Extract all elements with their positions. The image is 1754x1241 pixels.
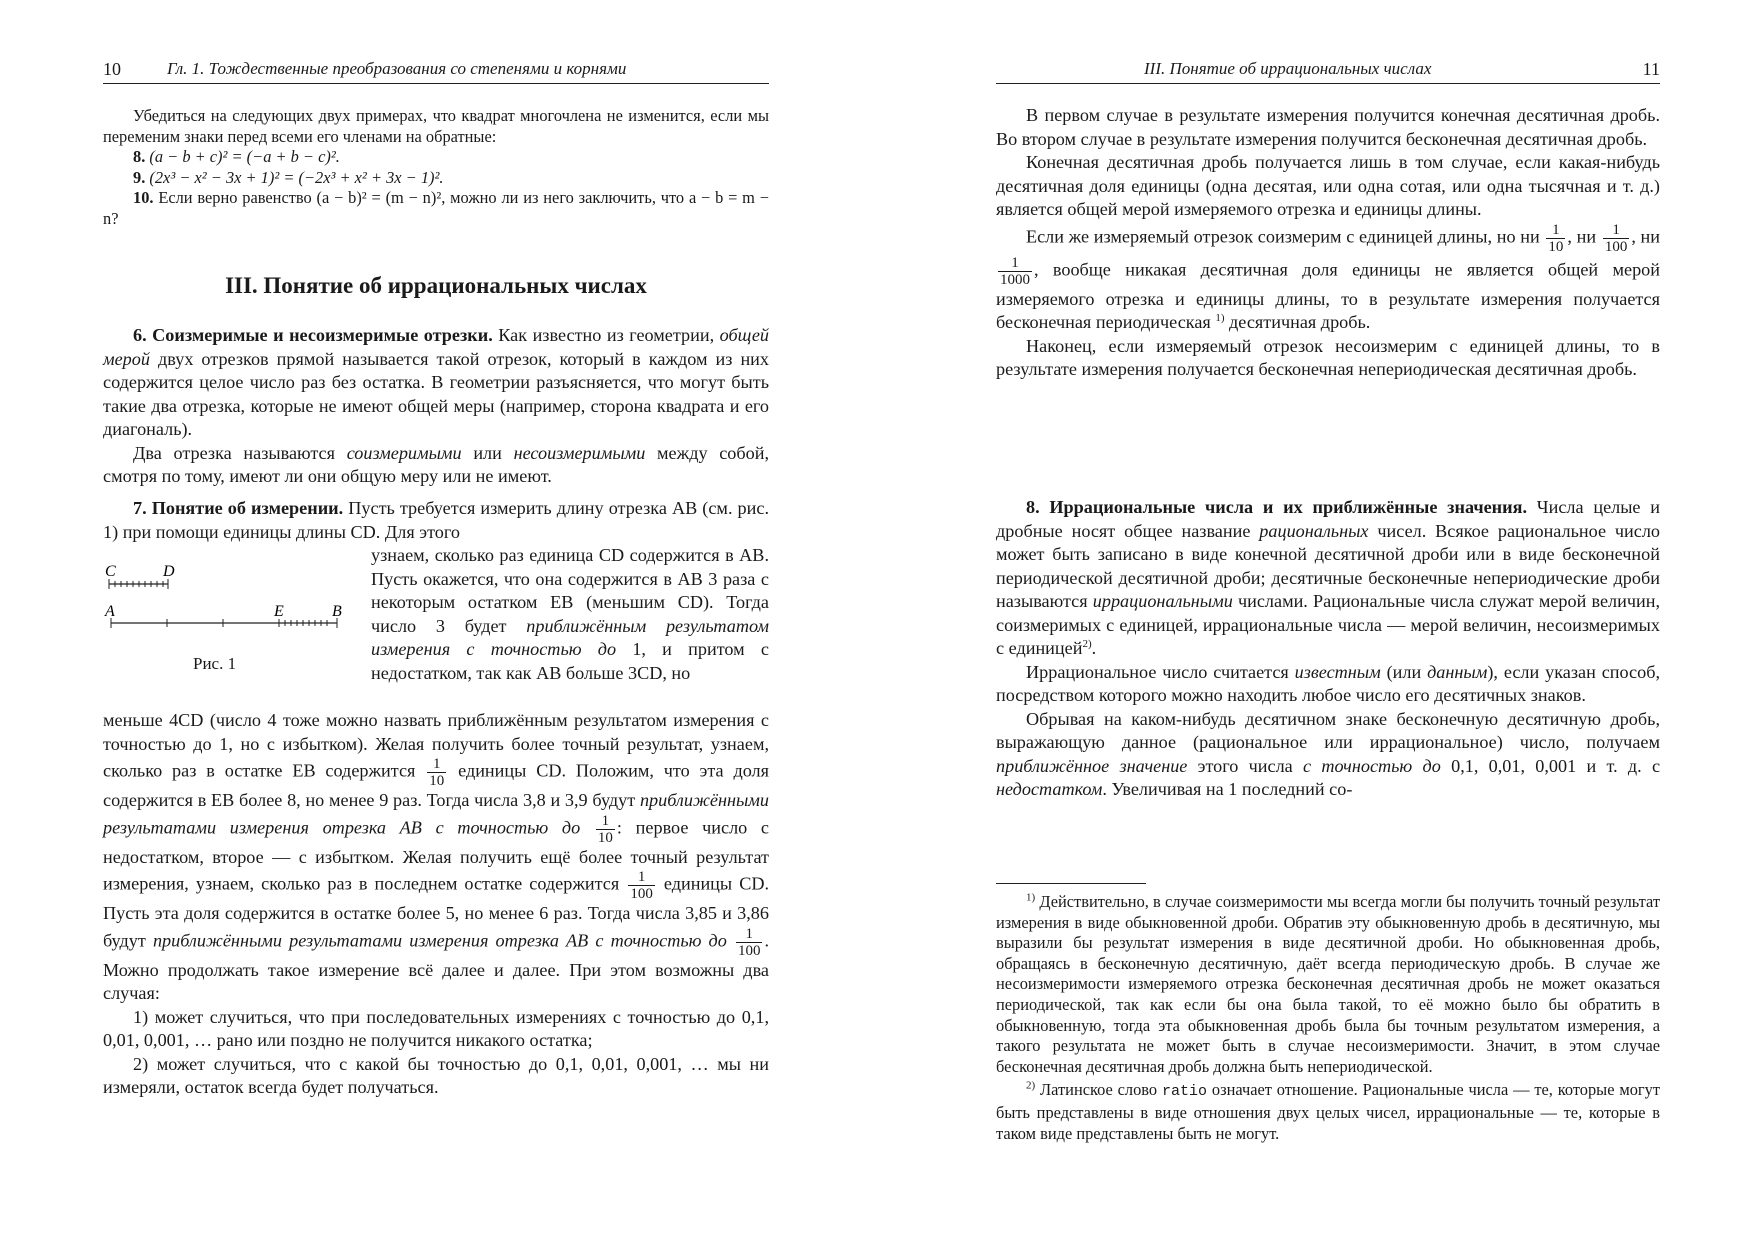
segment-diagram — [103, 560, 353, 640]
section-8-para-3: Обрывая на каком-нибудь десятичном знаке бесконечную десятичную дробь, выражающую данное (рациональное или иррациональное) число, получаем приближённое значение этого числа с точностью до 0,1, 0,01, 0,001 и т. д. с недостатком. Увеличивая на 1 последний со- — [996, 708, 1661, 799]
fraction-one-hundredth-2: $\frac{1}{100}$ — [737, 925, 761, 959]
section-7-lead — [103, 497, 769, 544]
exercises-block — [103, 106, 769, 230]
section-6-para-2: Два отрезка называются соизмеримыми или несоизмеримыми между собой, смотря по тому, имеют ли они общую меру или не имеют. — [103, 442, 770, 486]
section-6-para-1: 6. Соизмеримые и несоизмеримые отрезки. Как известно из геометрии, общей мерой двух отрезков прямой называется такой отрезок, который в каждом из них содержится целое число раз без остатка. В геометрии разъясняется, что могут быть такие два отрезка, которые не имеют общей меры (например, сторона квадрата и его диагональ). — [103, 325, 770, 439]
footnote-ref-2: 2) — [1082, 637, 1092, 650]
exercise-10: 10. Если верно равенство (a − b)² = (m − n)², можно ли из него заключить, что a − b = m − n? — [103, 188, 769, 228]
right-intro-block — [996, 104, 1660, 382]
footnote-rule — [996, 883, 1146, 884]
fraction-one-tenth-2: $\frac{1}{10}$ — [597, 812, 613, 846]
section-7-wrap-text: узнаем, сколько раз единица CD содержится в AB. Пусть окажется, что она содержится в AB 3 раза с некоторым остатком EB (меньшим CD). Тогда число 3 будет приближённым результатом измерения с точностью до 1, и притом с недостатком, так как AB больше 3CD, но — [371, 545, 769, 683]
section-8-para-2: Иррациональное число считается известным (или данным), если указан способ, посредством которого можно находить любое число его десятичных знаков. — [996, 661, 1661, 705]
section-title: III. Понятие об иррациональных числах — [225, 273, 647, 298]
section-8-para-1: 8. Иррациональные числа и их приближённые значения. Числа целые и дробные носят общее название рациональных чисел. Всякое рациональное число может быть записано в виде конечной десятичной дроби или в виде бесконечной периодической десятичной дроби; десятичные бесконечные непериодические дроби называются иррациональными числами. Рациональные числа служат мерой величин, соизмеримых с единицей, иррациональные числа — мерой величин, несоизмеримых с единицей$^{2)}$. — [996, 497, 1661, 658]
exercises-intro: Убедиться на следующих двух примерах, что квадрат многочлена не изменится, если мы переменим знаки перед всеми его членами на обратные: — [103, 106, 769, 146]
section-7-para-1: 7. Понятие об измерении. Пусть требуется измерить длину отрезка AB (см. рис. 1) при помощи единицы длины CD. Для этого — [103, 498, 769, 542]
exercise-9: 9. (2x³ − x² − 3x + 1)² = (−2x³ + x² + 3x − 1)². — [133, 167, 444, 187]
right-running-header — [996, 57, 1660, 84]
left-page — [103, 0, 769, 1241]
right-para-3: Если же измеряемый отрезок соизмерим с единицей длины, но ни $\frac{1}{10}$ , ни $\frac{1}{100}$ , ни $\frac{1}{1000}$ , вообще никакая десятичная доля единицы не является общей мерой измеряемого отрезка и единицы длины, то в результате измерения получается бесконечная периодическая $^{1)}$ десятичная дробь. — [996, 221, 1661, 332]
label-d: D — [163, 563, 175, 580]
fraction-one-hundredth-r: $\frac{1}{100}$ — [1604, 221, 1628, 255]
fraction-one-hundredth: $\frac{1}{100}$ — [630, 869, 653, 902]
left-header-title: Гл. 1. Тождественные преобразования со степенями и корнями — [167, 59, 627, 78]
footnote-2: $^{2)}$ Латинское слово ratio означает отношение. Рациональные числа — те, которые могут быть представлены в виде отношения двух целых чисел, иррациональные — те, которые в таком виде представлены быть не могут. — [996, 1079, 1660, 1143]
section-8-heading: 8. Иррациональные числа и их приближённые значения. — [1026, 497, 1527, 517]
fraction-one-tenth-r: $\frac{1}{10}$ — [1548, 221, 1564, 255]
fraction-one-tenth: $\frac{1}{10}$ — [429, 756, 445, 789]
label-b: B — [332, 603, 342, 620]
section-7-body — [103, 709, 769, 1100]
right-header-title: III. Понятие об иррациональных числах — [1144, 59, 1432, 78]
right-para-1: В первом случае в результате измерения получится конечная десятичная дробь. Во втором случае в результате измерения получится бесконечная десятичная дробь. — [996, 105, 1660, 149]
footnote-ref-1: 1) — [1215, 311, 1225, 324]
label-a: A — [105, 603, 115, 620]
case-1: 1) может случиться, что при последовательных измерениях с точностью до 0,1, 0,01, 0,001, … рано или поздно не получится никакого остатка; — [103, 1006, 769, 1050]
fraction-one-thousandth-r: $\frac{1}{1000}$ — [1000, 254, 1030, 288]
section-7-heading: 7. Понятие об измерении. — [133, 498, 344, 518]
left-page-number: 10 — [103, 59, 121, 79]
section-6-heading: 6. Соизмеримые и несоизмеримые отрезки. — [133, 325, 493, 345]
right-para-4: Наконец, если измеряемый отрезок несоизмерим с единицей длины, то в результате измерения получается бесконечная непериодическая десятичная дробь. — [996, 335, 1660, 379]
right-page — [996, 0, 1660, 1241]
left-running-header — [103, 57, 769, 84]
case-2: 2) может случиться, что с какой бы точностью до 0,1, 0,01, 0,001, … мы ни измеряли, остаток всегда будет получаться. — [103, 1053, 769, 1097]
figure-caption: Рис. 1 — [193, 654, 237, 673]
label-c: C — [105, 563, 116, 580]
section-8 — [996, 496, 1660, 802]
right-para-2: Конечная десятичная дробь получается лишь в том случае, если какая-нибудь десятичная доля единицы (одна десятая, или одна сотая, или одна тысячная и т. д.) является общей мерой измеряемого отрезка и единицы длины. — [996, 152, 1660, 219]
right-page-number: 11 — [1642, 59, 1660, 79]
exercise-8: 8. (a − b + c)² = (−a + b − c)². — [133, 147, 340, 167]
label-e: E — [274, 603, 284, 620]
section-7-para-cont: меньше 4CD (число 4 тоже можно назвать приближённым результатом измерения с точностью до 1, но с избытком). Желая получить более точный результат, узнаем, сколько раз в остатке EB содержится $\frac{1}{10}$ единицы CD. Положим, что эта доля содержится в EB более 8, но менее 9 раз. Тогда числа 3,8 и 3,9 будут приближёнными результатами измерения отрезка AB с точностью до $\frac{1}{10}$ : первое число с недостатком, второе — с избытком. Желая получить ещё более точный результат измерения, узнаем, сколько раз в последнем остатке содержится $\frac{1}{100}$ единицы CD. Пусть эта доля содержится в остатке более 5, но менее 6 раз. Тогда числа 3,85 и 3,86 будут приближёнными результатами измерения отрезка AB с точностью до $\frac{1}{100}$ . Можно продолжать такое измерение всё далее и далее. При этом возможны два случая: — [103, 710, 770, 1003]
footnote-1: $^{1)}$ Действительно, в случае соизмеримости мы всегда могли бы получить точный результат измерения в виде обыкновенной дроби. Обратив эту обыкновенную дробь в десятичную, мы выразили бы результат измерения в виде десятичной дроби. Но обыкновенная дробь, обращаясь в бесконечную десятичную, даёт всегда периодическую дробь. В случае же несоизмеримости измеряемого отрезка бесконечная десятичная дробь не может оказаться периодической, так как если бы она была такой, то её можно было бы обратить в обыкновенную, тогда эта обыкновенная дробь была бы точным результатом измерения, а такого результата не может быть в случае несоизмеримости. Значит, в этом случае бесконечная десятичная дробь должна быть непериодической. — [996, 891, 1660, 1076]
footnotes — [996, 892, 1660, 1144]
section-6 — [103, 324, 769, 489]
